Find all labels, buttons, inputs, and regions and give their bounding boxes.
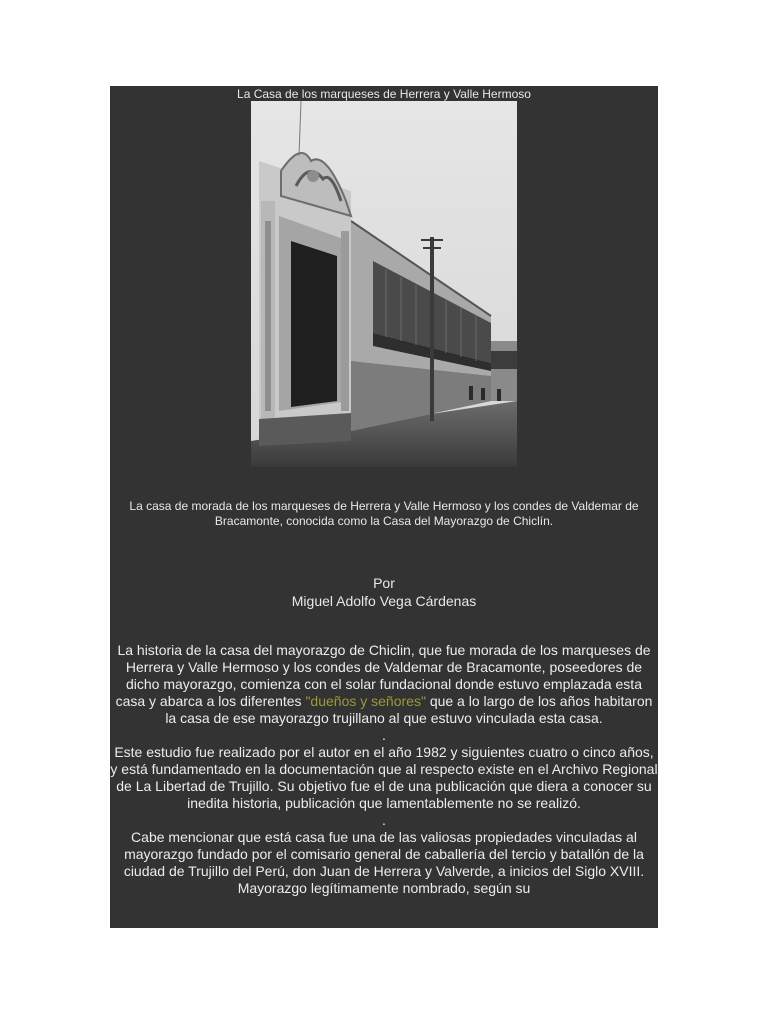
paragraph-1-start: La historia de la casa del mayorazgo de Chiclin, que fue morada de los marqueses de Herrera y Valle Hermoso y los condes de Valdemar de Bracamonte, poseedores de dicho mayorazgo, comienza con el solar fundacional donde estuvo emplazada esta casa y abarca a los diferentes — [115, 642, 651, 709]
document-page — [110, 86, 658, 928]
paragraph-3: Cabe mencionar que está casa fue una de las valiosas propiedades vinculadas al mayorazgo fundado por el comisario general de caballería del tercio y batallón de la ciudad de Trujillo del Perú, don Juan de Herrera y Valverde, a inicios del Siglo XVIII. Mayorazgo legítimamente nombrado, según su — [123, 829, 645, 896]
separator-dot: . — [382, 812, 386, 828]
paragraph-1 — [110, 642, 658, 727]
document-title: La Casa de los marqueses de Herrera y Valle Hermoso — [237, 87, 531, 101]
house-photo — [251, 101, 517, 467]
photo-caption: La casa de morada de los marqueses de Herrera y Valle Hermoso y los condes de Valdemar de Bracamonte, conocida como la Casa del Mayorazgo de Chiclín. — [129, 499, 639, 528]
byline — [110, 574, 658, 610]
author-name: Miguel Adolfo Vega Cárdenas — [291, 593, 477, 609]
article-body — [110, 642, 658, 897]
paragraph-2: Este estudio fue realizado por el autor en el año 1982 y siguientes cuatro o cinco años, y está fundamentado en la documentación que al respecto existe en el Archivo Regional de La Libertad de Trujillo. Su objetivo fue el de una publicación que diera a conocer su inedita historia, publicación que lamentablemente no se realizó. — [110, 744, 658, 811]
highlight-link[interactable]: "dueños y señores" — [305, 693, 426, 709]
paragraph-1-end: que a lo largo de los años habitaron la casa de ese mayorazgo trujillano al que estuvo vinculada esta casa. — [165, 693, 653, 726]
separator-dot: . — [382, 727, 386, 743]
byline-por: Por — [373, 575, 395, 591]
